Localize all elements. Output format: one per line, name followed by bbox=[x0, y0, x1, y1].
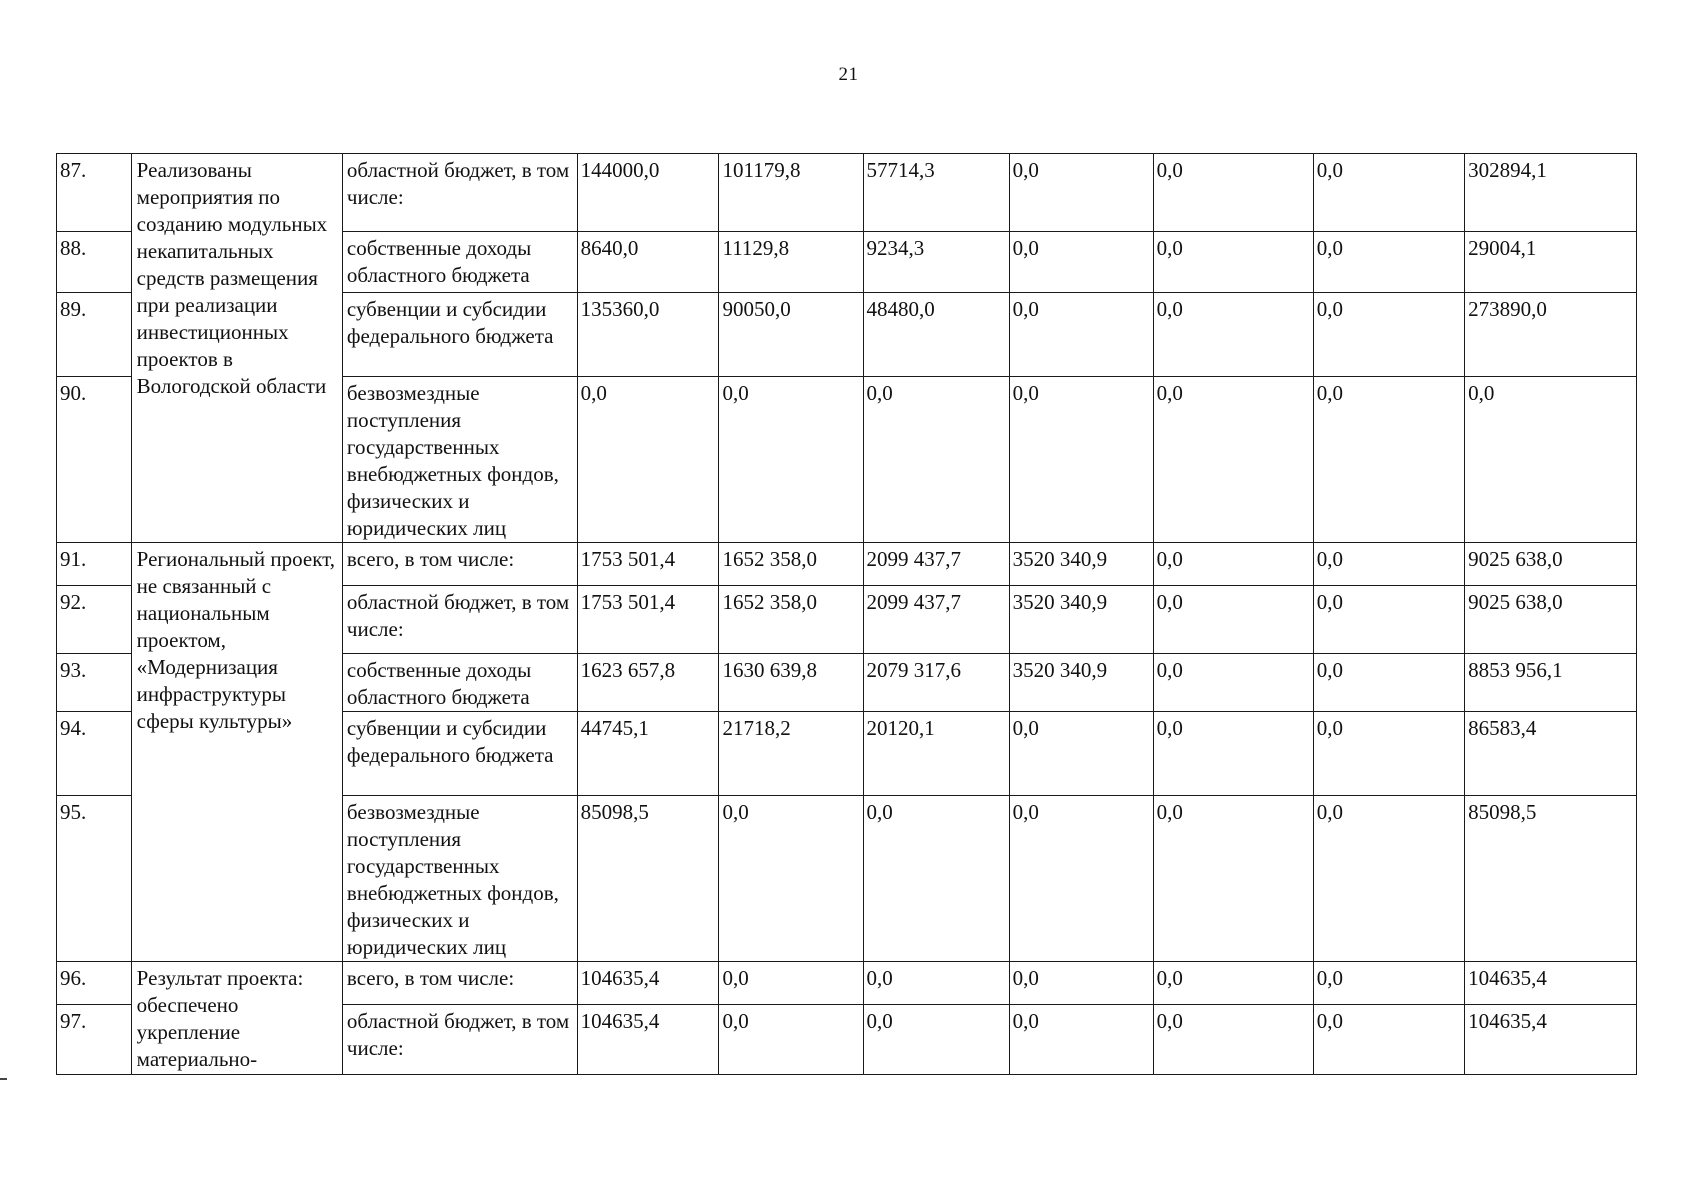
amount-cell: 2099 437,7 bbox=[863, 543, 1009, 586]
amount-cell: 21718,2 bbox=[719, 712, 863, 796]
row-number-cell: 93. bbox=[57, 654, 132, 712]
total-value-cell: 104635,4 bbox=[1465, 1005, 1637, 1075]
amount-cell: 0,0 bbox=[1153, 1005, 1313, 1075]
total-value-cell: 86583,4 bbox=[1465, 712, 1637, 796]
amount-cell: 0,0 bbox=[719, 796, 863, 962]
amount-cell: 44745,1 bbox=[577, 712, 719, 796]
event-description-cell: Реализованы мероприятия по созданию модульных некапитальных средств размещения при реализации инвестиционных проектов в Вологодской области bbox=[131, 154, 342, 543]
amount-cell: 144000,0 bbox=[577, 154, 719, 232]
amount-cell: 1652 358,0 bbox=[719, 586, 863, 654]
amount-cell: 0,0 bbox=[1153, 712, 1313, 796]
amount-cell: 0,0 bbox=[1153, 586, 1313, 654]
amount-cell: 0,0 bbox=[1009, 712, 1153, 796]
amount-cell: 1753 501,4 bbox=[577, 586, 719, 654]
table-row bbox=[57, 154, 1637, 232]
amount-cell: 0,0 bbox=[1009, 962, 1153, 1005]
amount-cell: 0,0 bbox=[863, 962, 1009, 1005]
amount-cell: 0,0 bbox=[863, 796, 1009, 962]
amount-cell: 0,0 bbox=[1313, 586, 1464, 654]
row-number-cell: 92. bbox=[57, 586, 132, 654]
amount-cell: 0,0 bbox=[1153, 796, 1313, 962]
amount-cell: 8640,0 bbox=[577, 232, 719, 293]
amount-cell: 0,0 bbox=[1313, 543, 1464, 586]
amount-cell: 0,0 bbox=[1009, 232, 1153, 293]
amount-cell: 20120,1 bbox=[863, 712, 1009, 796]
amount-cell: 0,0 bbox=[1153, 962, 1313, 1005]
amount-cell: 1652 358,0 bbox=[719, 543, 863, 586]
amount-cell: 0,0 bbox=[1313, 232, 1464, 293]
amount-cell: 57714,3 bbox=[863, 154, 1009, 232]
amount-cell: 0,0 bbox=[1153, 293, 1313, 377]
amount-cell: 2079 317,6 bbox=[863, 654, 1009, 712]
amount-cell: 0,0 bbox=[863, 1005, 1009, 1075]
amount-cell: 0,0 bbox=[1313, 712, 1464, 796]
amount-cell: 0,0 bbox=[1153, 543, 1313, 586]
funding-source-cell: субвенции и субсидии федерального бюджета bbox=[342, 712, 577, 796]
total-value-cell: 9025 638,0 bbox=[1465, 543, 1637, 586]
amount-cell: 135360,0 bbox=[577, 293, 719, 377]
amount-cell: 0,0 bbox=[1009, 293, 1153, 377]
amount-cell: 85098,5 bbox=[577, 796, 719, 962]
amount-cell: 0,0 bbox=[1313, 962, 1464, 1005]
total-value-cell: 104635,4 bbox=[1465, 962, 1637, 1005]
amount-cell: 0,0 bbox=[1153, 654, 1313, 712]
amount-cell: 90050,0 bbox=[719, 293, 863, 377]
amount-cell: 1630 639,8 bbox=[719, 654, 863, 712]
amount-cell: 0,0 bbox=[719, 1005, 863, 1075]
row-number-cell: 88. bbox=[57, 232, 132, 293]
row-number-cell: 97. bbox=[57, 1005, 132, 1075]
amount-cell: 0,0 bbox=[1313, 377, 1464, 543]
amount-cell: 0,0 bbox=[1313, 154, 1464, 232]
funding-source-cell: областной бюджет, в том числе: bbox=[342, 154, 577, 232]
funding-source-cell: безвозмездные поступления государственных внебюджетных фондов, физических и юридических лиц bbox=[342, 796, 577, 962]
row-number-cell: 91. bbox=[57, 543, 132, 586]
amount-cell: 0,0 bbox=[1313, 293, 1464, 377]
row-number-cell: 95. bbox=[57, 796, 132, 962]
funding-source-cell: субвенции и субсидии федерального бюджета bbox=[342, 293, 577, 377]
amount-cell: 0,0 bbox=[719, 377, 863, 543]
amount-cell: 0,0 bbox=[577, 377, 719, 543]
row-number-cell: 90. bbox=[57, 377, 132, 543]
amount-cell: 3520 340,9 bbox=[1009, 543, 1153, 586]
table-row bbox=[57, 962, 1637, 1005]
amount-cell: 3520 340,9 bbox=[1009, 654, 1153, 712]
funding-source-cell: областной бюджет, в том числе: bbox=[342, 586, 577, 654]
amount-cell: 48480,0 bbox=[863, 293, 1009, 377]
amount-cell: 0,0 bbox=[1153, 232, 1313, 293]
amount-cell: 0,0 bbox=[1313, 796, 1464, 962]
total-value-cell: 273890,0 bbox=[1465, 293, 1637, 377]
total-value-cell: 0,0 bbox=[1465, 377, 1637, 543]
row-number-cell: 94. bbox=[57, 712, 132, 796]
amount-cell: 0,0 bbox=[1009, 377, 1153, 543]
amount-cell: 0,0 bbox=[1153, 377, 1313, 543]
margin-mark bbox=[0, 1078, 7, 1080]
page-number: 21 bbox=[838, 64, 859, 85]
amount-cell: 0,0 bbox=[863, 377, 1009, 543]
funding-source-cell: всего, в том числе: bbox=[342, 543, 577, 586]
amount-cell: 2099 437,7 bbox=[863, 586, 1009, 654]
amount-cell: 0,0 bbox=[1009, 154, 1153, 232]
amount-cell: 0,0 bbox=[1313, 654, 1464, 712]
event-description-cell: Результат проекта: обеспечено укрепление материально- bbox=[131, 962, 342, 1075]
total-value-cell: 29004,1 bbox=[1465, 232, 1637, 293]
amount-cell: 1753 501,4 bbox=[577, 543, 719, 586]
funding-source-cell: собственные доходы областного бюджета bbox=[342, 232, 577, 293]
amount-cell: 0,0 bbox=[1009, 796, 1153, 962]
amount-cell: 104635,4 bbox=[577, 1005, 719, 1075]
table-row bbox=[57, 543, 1637, 586]
amount-cell: 0,0 bbox=[719, 962, 863, 1005]
total-value-cell: 85098,5 bbox=[1465, 796, 1637, 962]
total-value-cell: 8853 956,1 bbox=[1465, 654, 1637, 712]
funding-source-cell: безвозмездные поступления государственных внебюджетных фондов, физических и юридических лиц bbox=[342, 377, 577, 543]
table-body bbox=[57, 154, 1637, 1075]
event-description-cell: Региональный проект, не связанный с национальным проектом, «Модернизация инфраструктуры сферы культуры» bbox=[131, 543, 342, 962]
amount-cell: 0,0 bbox=[1009, 1005, 1153, 1075]
amount-cell: 3520 340,9 bbox=[1009, 586, 1153, 654]
funding-source-cell: областной бюджет, в том числе: bbox=[342, 1005, 577, 1075]
total-value-cell: 302894,1 bbox=[1465, 154, 1637, 232]
amount-cell: 11129,8 bbox=[719, 232, 863, 293]
total-value-cell: 9025 638,0 bbox=[1465, 586, 1637, 654]
amount-cell: 101179,8 bbox=[719, 154, 863, 232]
funding-source-cell: всего, в том числе: bbox=[342, 962, 577, 1005]
funding-source-cell: собственные доходы областного бюджета bbox=[342, 654, 577, 712]
amount-cell: 0,0 bbox=[1313, 1005, 1464, 1075]
amount-cell: 9234,3 bbox=[863, 232, 1009, 293]
budget-table bbox=[56, 153, 1637, 1075]
amount-cell: 104635,4 bbox=[577, 962, 719, 1005]
amount-cell: 1623 657,8 bbox=[577, 654, 719, 712]
amount-cell: 0,0 bbox=[1153, 154, 1313, 232]
row-number-cell: 96. bbox=[57, 962, 132, 1005]
row-number-cell: 87. bbox=[57, 154, 132, 232]
row-number-cell: 89. bbox=[57, 293, 132, 377]
